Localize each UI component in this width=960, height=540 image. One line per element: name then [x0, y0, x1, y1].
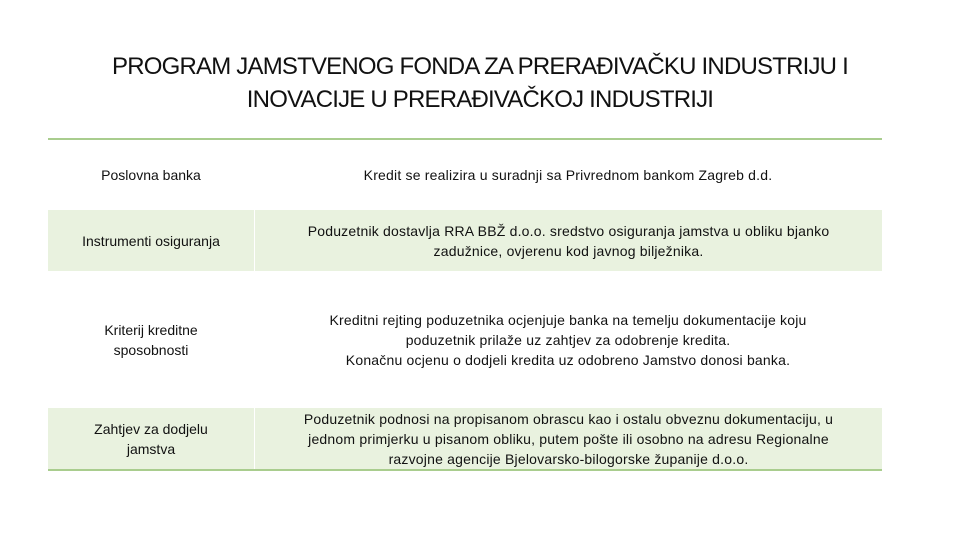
row-label: Poslovna banka [101, 167, 201, 183]
table-row-kriterij-kreditne-sposobnosti [48, 271, 882, 408]
title-line-2: INOVACIJE U PRERAĐIVAČKOJ INDUSTRIJI [246, 86, 714, 113]
table-row-poslovna-banka [48, 140, 882, 210]
row-value-line: Konačnu ocjenu o dodjeli kredita uz odobreno Jamstvo donosi banka. [345, 351, 791, 368]
row-value-line: Kredit se realizira u suradnji sa Privrednom bankom Zagreb d.d. [363, 167, 773, 183]
row-label-text: Kriterij kreditne sposobnosti [104, 321, 198, 358]
table-row-instrumenti-osiguranja [48, 210, 882, 271]
row-value [254, 271, 882, 408]
row-value [254, 408, 882, 469]
row-value-line: poduzetnik prilaže uz zahtjev za odobrenje kredita. [405, 331, 731, 348]
row-value [254, 210, 882, 271]
row-label [48, 408, 254, 469]
row-value [254, 140, 882, 210]
row-value-line: jednom primjerku u pisanom obliku, putem pošte ili osobno na adresu Regionalne [308, 430, 829, 447]
page-title [60, 50, 900, 116]
row-label [48, 271, 254, 408]
table-row-zahtjev-za-dodjelu-jamstva [48, 408, 882, 471]
row-value-line: zadužnice, ovjerenu kod javnog bilježnika. [433, 242, 704, 259]
program-table [48, 138, 882, 471]
row-label: Instrumenti osiguranja [48, 210, 254, 271]
row-value-line: Kreditni rejting poduzetnika ocjenjuje banka na temelju dokumentacije koju [329, 311, 807, 328]
title-line-1: PROGRAM JAMSTVENOG FONDA ZA PRERAĐIVAČKU INDUSTRIJU I [112, 53, 848, 80]
row-value-line: Poduzetnik dostavlja RRA BBŽ d.o.o. sredstvo osiguranja jamstva u obliku bjanko [307, 222, 830, 239]
row-label-text: Zahtjev za dodjelu jamstva [94, 420, 208, 457]
row-value-line: Poduzetnik podnosi na propisanom obrascu kao i ostalu obveznu dokumentaciju, u [303, 410, 834, 427]
row-value-line: razvojne agencije Bjelovarsko-bilogorske županije d.o.o. [388, 450, 749, 467]
